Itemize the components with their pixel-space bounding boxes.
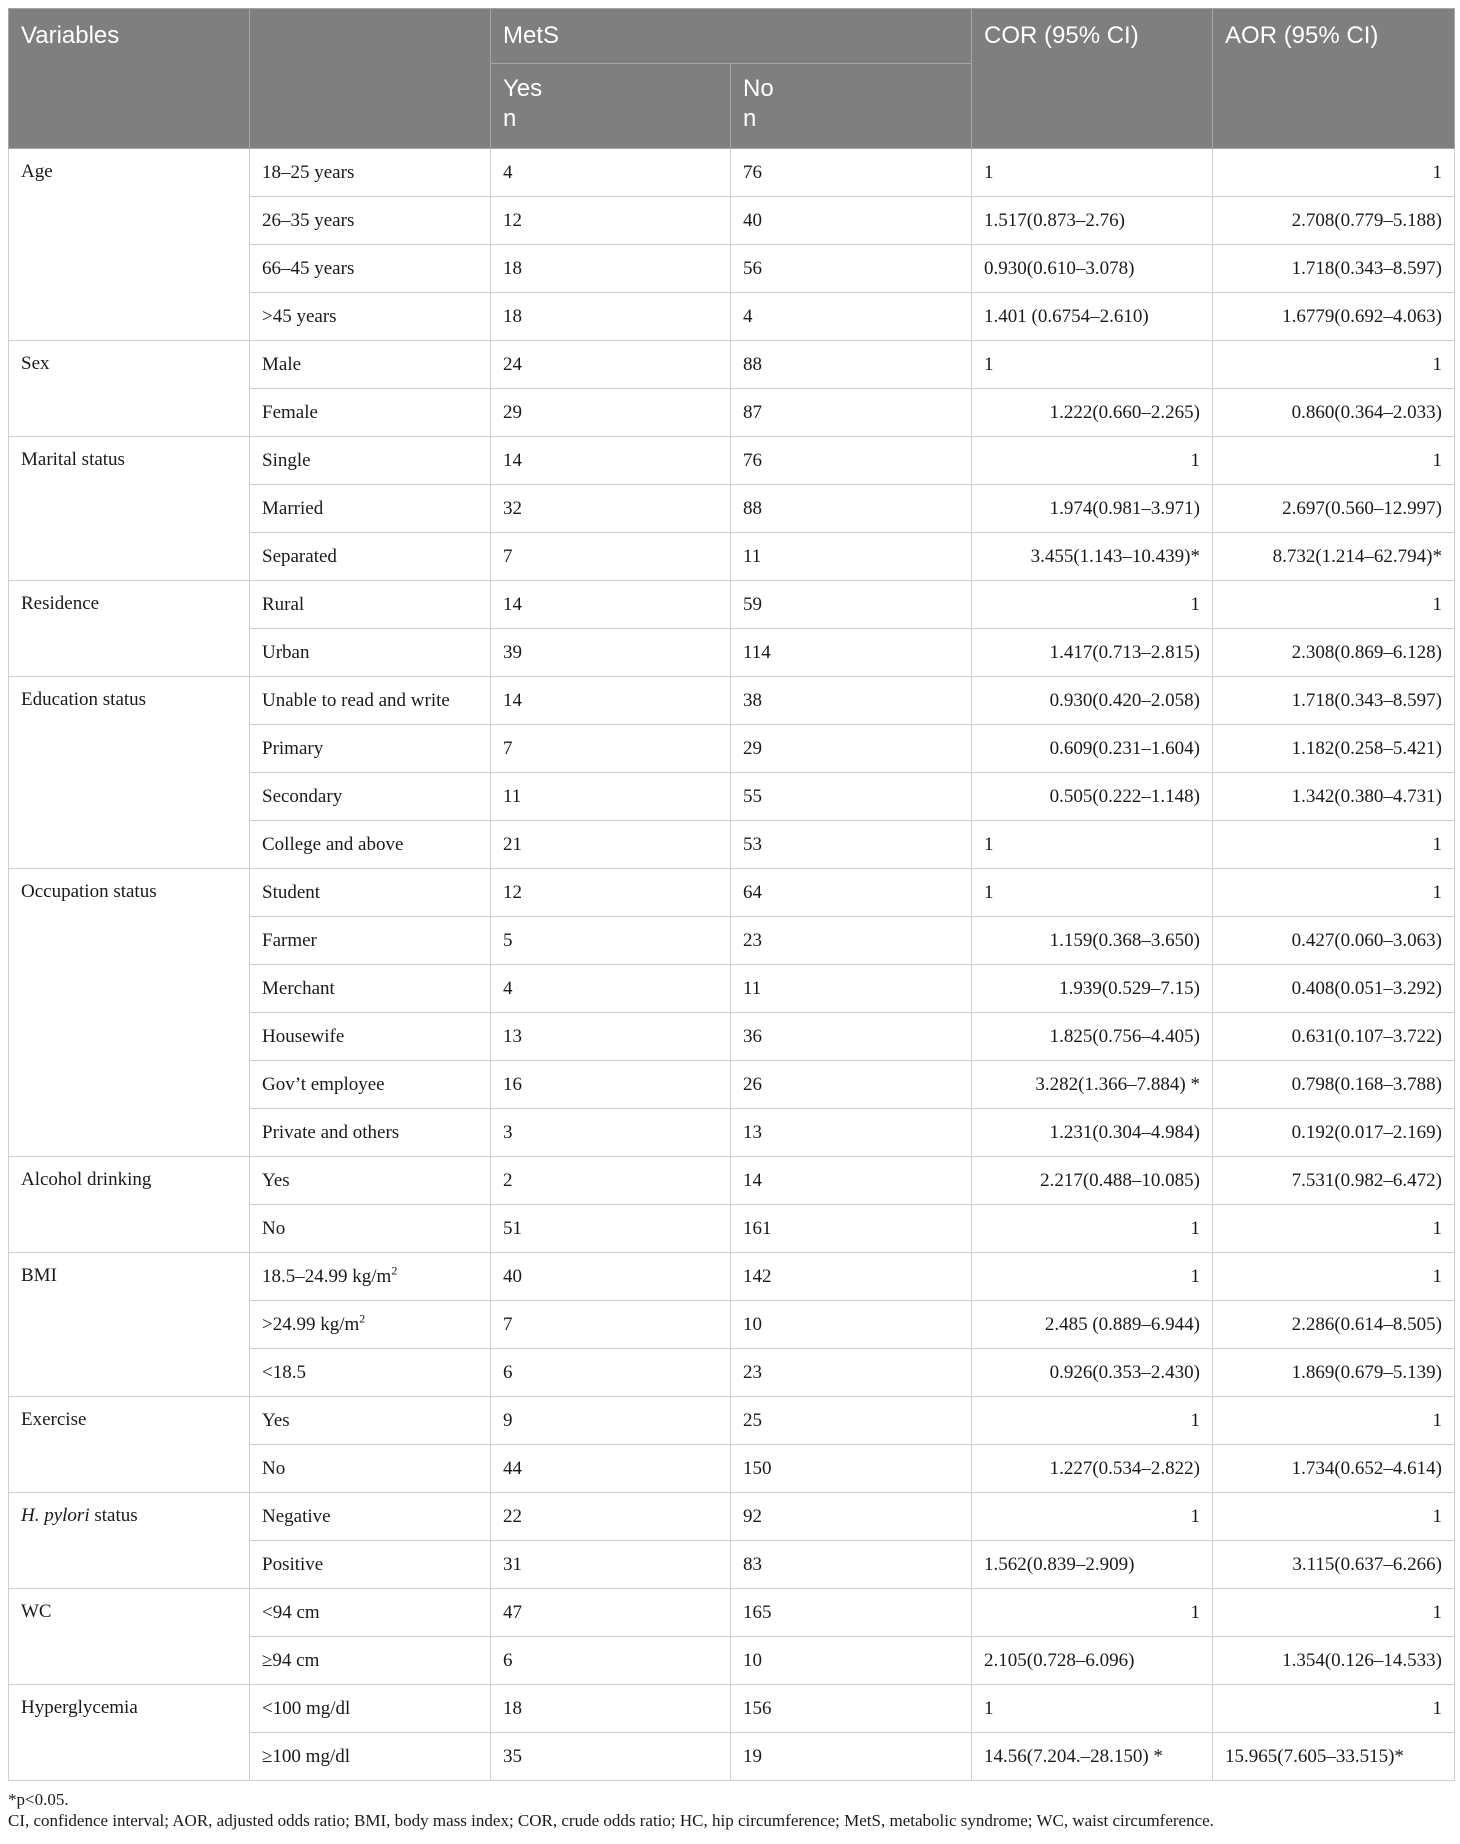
header-mets: MetS [491, 9, 972, 64]
aor-cell: 1 [1213, 149, 1455, 197]
mets-yes-cell: 2 [491, 1157, 731, 1205]
category-label: Married [262, 497, 324, 519]
mets-no-cell: 13 [731, 1109, 972, 1157]
category-cell [250, 1061, 491, 1109]
variable-label: Education status [21, 689, 147, 710]
category-cell [250, 533, 491, 581]
cor-cell: 0.926(0.353–2.430) [972, 1349, 1213, 1397]
category-cell [250, 1109, 491, 1157]
variable-label: H. pylori [21, 1505, 90, 1526]
table-header [9, 9, 1455, 149]
cor-cell: 1 [972, 1253, 1213, 1301]
mets-yes-cell: 13 [491, 1013, 731, 1061]
category-cell [250, 1445, 491, 1493]
cor-cell: 1.227(0.534–2.822) [972, 1445, 1213, 1493]
variable-label: Alcohol drinking [21, 1169, 152, 1190]
variable-cell [9, 677, 250, 869]
table-row [9, 1397, 1455, 1445]
mets-yes-cell: 18 [491, 1685, 731, 1733]
variable-label: Exercise [21, 1409, 87, 1430]
mets-no-cell: 26 [731, 1061, 972, 1109]
category-cell [250, 1685, 491, 1733]
category-label: No [262, 1217, 286, 1239]
mets-yes-cell: 29 [491, 389, 731, 437]
mets-no-cell: 88 [731, 341, 972, 389]
mets-yes-cell: 4 [491, 149, 731, 197]
aor-cell: 1 [1213, 437, 1455, 485]
category-cell [250, 1157, 491, 1205]
category-cell [250, 197, 491, 245]
category-label: Merchant [262, 977, 335, 999]
aor-cell: 1 [1213, 1397, 1455, 1445]
category-label: Urban [262, 641, 310, 663]
mets-yes-cell: 14 [491, 677, 731, 725]
aor-cell: 1 [1213, 869, 1455, 917]
mets-yes-cell: 16 [491, 1061, 731, 1109]
table-row [9, 869, 1455, 917]
variable-label: BMI [21, 1265, 57, 1286]
aor-cell: 1 [1213, 1589, 1455, 1637]
mets-yes-cell: 51 [491, 1205, 731, 1253]
variable-label: Residence [21, 593, 100, 614]
category-label: 66–45 years [262, 257, 355, 279]
header-no-n: n [743, 105, 757, 132]
mets-yes-cell: 9 [491, 1397, 731, 1445]
category-label: 26–35 years [262, 209, 355, 231]
category-label: 18–25 years [262, 161, 355, 183]
variable-cell [9, 1685, 250, 1781]
aor-cell: 0.192(0.017–2.169) [1213, 1109, 1455, 1157]
mets-no-cell: 53 [731, 821, 972, 869]
aor-cell: 0.631(0.107–3.722) [1213, 1013, 1455, 1061]
cor-cell: 1.562(0.839–2.909) [972, 1541, 1213, 1589]
aor-cell: 1 [1213, 1493, 1455, 1541]
category-cell [250, 1253, 491, 1301]
category-label: Positive [262, 1553, 324, 1575]
mets-no-cell: 23 [731, 1349, 972, 1397]
category-label: <100 mg/dl [262, 1697, 351, 1719]
mets-yes-cell: 6 [491, 1637, 731, 1685]
mets-yes-cell: 14 [491, 437, 731, 485]
aor-cell: 1 [1213, 581, 1455, 629]
aor-cell: 1 [1213, 821, 1455, 869]
variable-cell [9, 869, 250, 1157]
category-label: ≥94 cm [262, 1649, 320, 1671]
aor-cell: 1 [1213, 1253, 1455, 1301]
cor-cell: 1 [972, 869, 1213, 917]
category-label: Student [262, 881, 321, 903]
table-row [9, 437, 1455, 485]
category-cell [250, 965, 491, 1013]
mets-no-cell: 11 [731, 533, 972, 581]
category-cell [250, 1013, 491, 1061]
cor-cell: 1 [972, 1397, 1213, 1445]
mets-no-cell: 40 [731, 197, 972, 245]
category-cell [250, 677, 491, 725]
cor-cell: 1.159(0.368–3.650) [972, 917, 1213, 965]
cor-cell: 1.825(0.756–4.405) [972, 1013, 1213, 1061]
category-cell [250, 725, 491, 773]
mets-no-cell: 161 [731, 1205, 972, 1253]
mets-no-cell: 142 [731, 1253, 972, 1301]
aor-cell: 1.354(0.126–14.533) [1213, 1637, 1455, 1685]
aor-cell: 1.6779(0.692–4.063) [1213, 293, 1455, 341]
category-label: Private and others [262, 1121, 400, 1143]
cor-cell: 1 [972, 1493, 1213, 1541]
cor-cell: 1 [972, 437, 1213, 485]
cor-cell: 1 [972, 149, 1213, 197]
mets-no-cell: 83 [731, 1541, 972, 1589]
table-row [9, 1493, 1455, 1541]
variable-cell [9, 1397, 250, 1493]
variable-label: Hyperglycemia [21, 1697, 138, 1718]
category-label: Farmer [262, 929, 317, 951]
category-cell [250, 869, 491, 917]
cor-cell: 1.939(0.529–7.15) [972, 965, 1213, 1013]
variable-cell [9, 1589, 250, 1685]
aor-cell: 8.732(1.214–62.794)* [1213, 533, 1455, 581]
category-label: Rural [262, 593, 305, 615]
unit-superscript: 2 [359, 1311, 366, 1326]
header-no [731, 64, 972, 149]
mets-yes-cell: 44 [491, 1445, 731, 1493]
mets-no-cell: 38 [731, 677, 972, 725]
aor-cell: 1.342(0.380–4.731) [1213, 773, 1455, 821]
header-variables: Variables [9, 9, 250, 149]
table-row [9, 677, 1455, 725]
category-label: >24.99 kg/m [262, 1313, 360, 1335]
category-cell [250, 773, 491, 821]
cor-cell: 1.417(0.713–2.815) [972, 629, 1213, 677]
mets-no-cell: 11 [731, 965, 972, 1013]
variable-cell [9, 1493, 250, 1589]
cor-cell: 1.231(0.304–4.984) [972, 1109, 1213, 1157]
aor-cell: 0.408(0.051–3.292) [1213, 965, 1455, 1013]
variable-label: Age [21, 161, 53, 182]
header-yes-label: Yes [503, 75, 543, 102]
aor-cell: 2.708(0.779–5.188) [1213, 197, 1455, 245]
aor-cell: 1 [1213, 1205, 1455, 1253]
footnote-abbreviations: CI, confidence interval; AOR, adjusted odds ratio; BMI, body mass index; COR, crude odds ratio; HC, hip circumference; MetS, metabolic syndrome; WC, waist circumference. [8, 1811, 1214, 1830]
mets-no-cell: 36 [731, 1013, 972, 1061]
aor-cell: 2.697(0.560–12.997) [1213, 485, 1455, 533]
mets-no-cell: 56 [731, 245, 972, 293]
mets-yes-cell: 6 [491, 1349, 731, 1397]
cor-cell: 3.282(1.366–7.884) * [972, 1061, 1213, 1109]
category-label: Gov’t employee [262, 1073, 385, 1095]
category-label: <94 cm [262, 1601, 320, 1623]
cor-cell: 2.217(0.488–10.085) [972, 1157, 1213, 1205]
mets-yes-cell: 7 [491, 725, 731, 773]
mets-no-cell: 25 [731, 1397, 972, 1445]
mets-no-cell: 64 [731, 869, 972, 917]
mets-yes-cell: 18 [491, 245, 731, 293]
category-cell [250, 821, 491, 869]
results-table [8, 8, 1455, 1781]
mets-no-cell: 19 [731, 1733, 972, 1781]
header-aor: AOR (95% CI) [1213, 9, 1455, 149]
mets-no-cell: 23 [731, 917, 972, 965]
cor-cell: 2.105(0.728–6.096) [972, 1637, 1213, 1685]
category-label: >45 years [262, 305, 337, 327]
header-no-label: No [743, 75, 774, 102]
category-cell [250, 341, 491, 389]
category-label: Unable to read and write [262, 689, 450, 711]
mets-yes-cell: 18 [491, 293, 731, 341]
table-row [9, 1589, 1455, 1637]
mets-yes-cell: 31 [491, 1541, 731, 1589]
category-label: Single [262, 449, 311, 471]
cor-cell: 1 [972, 581, 1213, 629]
cor-cell: 0.930(0.610–3.078) [972, 245, 1213, 293]
variable-cell [9, 149, 250, 341]
aor-cell: 0.860(0.364–2.033) [1213, 389, 1455, 437]
cor-cell: 1 [972, 1205, 1213, 1253]
category-cell [250, 293, 491, 341]
mets-yes-cell: 40 [491, 1253, 731, 1301]
mets-no-cell: 88 [731, 485, 972, 533]
category-cell [250, 917, 491, 965]
mets-yes-cell: 4 [491, 965, 731, 1013]
category-cell [250, 581, 491, 629]
table-row [9, 149, 1455, 197]
mets-yes-cell: 12 [491, 197, 731, 245]
category-label: Secondary [262, 785, 343, 807]
cor-cell: 0.609(0.231–1.604) [972, 725, 1213, 773]
aor-cell: 3.115(0.637–6.266) [1213, 1541, 1455, 1589]
aor-cell: 0.427(0.060–3.063) [1213, 917, 1455, 965]
mets-yes-cell: 35 [491, 1733, 731, 1781]
category-label: College and above [262, 833, 404, 855]
aor-cell: 1.182(0.258–5.421) [1213, 725, 1455, 773]
mets-yes-cell: 12 [491, 869, 731, 917]
aor-cell: 1.869(0.679–5.139) [1213, 1349, 1455, 1397]
mets-yes-cell: 21 [491, 821, 731, 869]
category-cell [250, 1637, 491, 1685]
aor-cell: 15.965(7.605–33.515)* [1213, 1733, 1455, 1781]
category-label: Separated [262, 545, 337, 567]
header-cor: COR (95% CI) [972, 9, 1213, 149]
table-row [9, 1157, 1455, 1205]
mets-yes-cell: 32 [491, 485, 731, 533]
variable-label-rest: status [89, 1505, 138, 1526]
cor-cell: 0.505(0.222–1.148) [972, 773, 1213, 821]
category-cell [250, 1397, 491, 1445]
category-label: Negative [262, 1505, 331, 1527]
category-label: Female [262, 401, 318, 423]
category-cell [250, 245, 491, 293]
aor-cell: 1.718(0.343–8.597) [1213, 677, 1455, 725]
mets-no-cell: 150 [731, 1445, 972, 1493]
mets-yes-cell: 7 [491, 533, 731, 581]
mets-no-cell: 4 [731, 293, 972, 341]
category-cell [250, 1493, 491, 1541]
aor-cell: 2.308(0.869–6.128) [1213, 629, 1455, 677]
variable-label: Sex [21, 353, 50, 374]
variable-label: Occupation status [21, 881, 157, 902]
cor-cell: 1.401 (0.6754–2.610) [972, 293, 1213, 341]
aor-cell: 1 [1213, 341, 1455, 389]
cor-cell: 1 [972, 341, 1213, 389]
header-yes [491, 64, 731, 149]
category-cell [250, 437, 491, 485]
aor-cell: 2.286(0.614–8.505) [1213, 1301, 1455, 1349]
category-label: ≥100 mg/dl [262, 1745, 351, 1767]
mets-no-cell: 55 [731, 773, 972, 821]
document [8, 8, 1454, 1831]
mets-yes-cell: 11 [491, 773, 731, 821]
cor-cell: 0.930(0.420–2.058) [972, 677, 1213, 725]
category-cell [250, 149, 491, 197]
category-cell [250, 1301, 491, 1349]
category-label: Male [262, 353, 302, 375]
mets-no-cell: 59 [731, 581, 972, 629]
variable-cell [9, 437, 250, 581]
category-cell [250, 1733, 491, 1781]
variable-cell [9, 1157, 250, 1253]
category-label: Yes [262, 1409, 290, 1431]
table-row [9, 341, 1455, 389]
cor-cell: 2.485 (0.889–6.944) [972, 1301, 1213, 1349]
mets-yes-cell: 14 [491, 581, 731, 629]
table-row [9, 1685, 1455, 1733]
mets-no-cell: 114 [731, 629, 972, 677]
mets-no-cell: 87 [731, 389, 972, 437]
variable-cell [9, 581, 250, 677]
variable-label: WC [21, 1601, 52, 1622]
header-category [250, 9, 491, 149]
aor-cell: 7.531(0.982–6.472) [1213, 1157, 1455, 1205]
cor-cell: 1 [972, 1685, 1213, 1733]
footnote-significance: *p<0.05. [8, 1790, 69, 1809]
cor-cell: 1.974(0.981–3.971) [972, 485, 1213, 533]
aor-cell: 1.718(0.343–8.597) [1213, 245, 1455, 293]
footnotes [8, 1789, 1454, 1831]
category-label: <18.5 [262, 1361, 306, 1383]
category-label: 18.5–24.99 kg/m [262, 1265, 392, 1287]
mets-no-cell: 29 [731, 725, 972, 773]
mets-yes-cell: 47 [491, 1589, 731, 1637]
mets-no-cell: 10 [731, 1301, 972, 1349]
mets-no-cell: 165 [731, 1589, 972, 1637]
unit-superscript: 2 [391, 1263, 398, 1278]
category-cell [250, 629, 491, 677]
mets-yes-cell: 7 [491, 1301, 731, 1349]
category-label: No [262, 1457, 286, 1479]
category-cell [250, 485, 491, 533]
aor-cell: 1 [1213, 1685, 1455, 1733]
category-cell [250, 1541, 491, 1589]
category-label: Yes [262, 1169, 290, 1191]
cor-cell: 14.56(7.204.–28.150) * [972, 1733, 1213, 1781]
mets-yes-cell: 22 [491, 1493, 731, 1541]
variable-cell [9, 341, 250, 437]
category-cell [250, 1349, 491, 1397]
cor-cell: 3.455(1.143–10.439)* [972, 533, 1213, 581]
category-label: Primary [262, 737, 324, 759]
mets-yes-cell: 5 [491, 917, 731, 965]
mets-no-cell: 76 [731, 437, 972, 485]
table-body [9, 149, 1455, 1781]
mets-no-cell: 10 [731, 1637, 972, 1685]
mets-yes-cell: 24 [491, 341, 731, 389]
variable-cell [9, 1253, 250, 1397]
mets-yes-cell: 3 [491, 1109, 731, 1157]
category-label: Housewife [262, 1025, 345, 1047]
variable-label: Marital status [21, 449, 125, 470]
mets-no-cell: 92 [731, 1493, 972, 1541]
table-row [9, 1253, 1455, 1301]
category-cell [250, 389, 491, 437]
category-cell [250, 1589, 491, 1637]
cor-cell: 1.517(0.873–2.76) [972, 197, 1213, 245]
category-cell [250, 1205, 491, 1253]
table-row [9, 581, 1455, 629]
header-yes-n: n [503, 105, 517, 132]
mets-no-cell: 14 [731, 1157, 972, 1205]
mets-no-cell: 156 [731, 1685, 972, 1733]
mets-no-cell: 76 [731, 149, 972, 197]
aor-cell: 1.734(0.652–4.614) [1213, 1445, 1455, 1493]
mets-yes-cell: 39 [491, 629, 731, 677]
aor-cell: 0.798(0.168–3.788) [1213, 1061, 1455, 1109]
cor-cell: 1 [972, 821, 1213, 869]
cor-cell: 1.222(0.660–2.265) [972, 389, 1213, 437]
cor-cell: 1 [972, 1589, 1213, 1637]
